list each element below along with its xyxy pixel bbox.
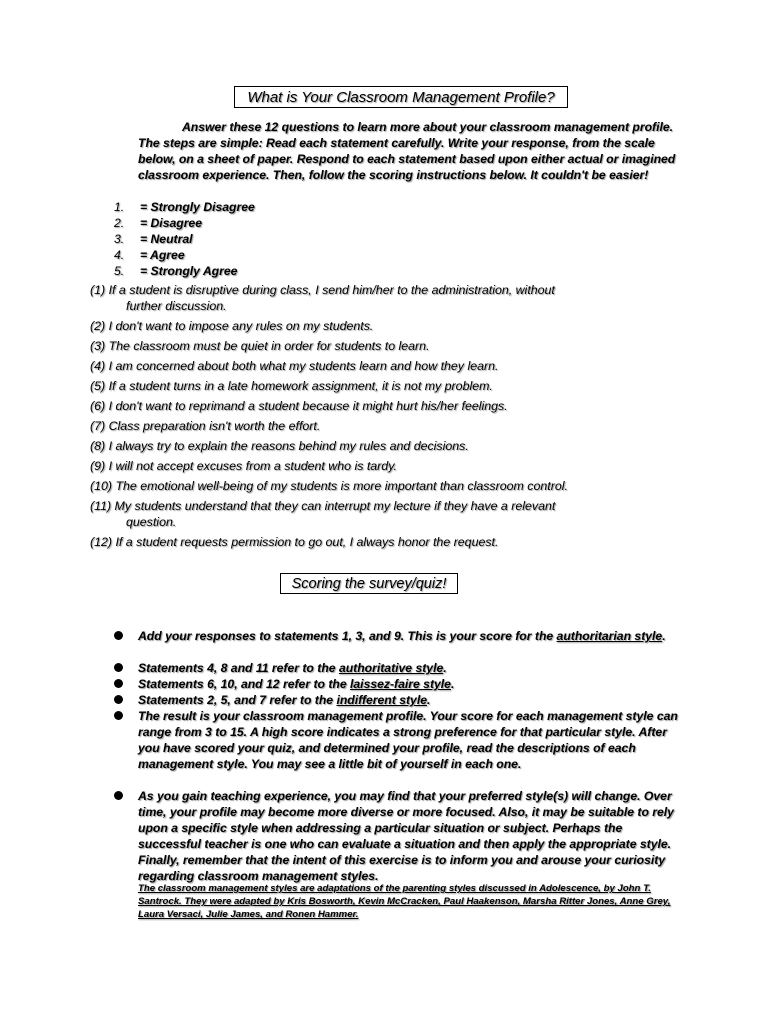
scale-number: 4.	[114, 248, 125, 262]
question-item	[90, 338, 670, 354]
bullet-text: As you gain teaching experience, you may find that your preferred style(s) will change. Over time, your profile may become more diverse or more focused. Also, it may be suitable to rely upon a specific style when addressing a particular situation or subject. Perhaps the successful teacher is one who can evaluate a situation and then apply the appropriate style. Finally, remember that the intent of this exercise is to inform you and arouse your curiosity regarding classroom management styles.	[138, 789, 674, 883]
page-title: What is Your Classroom Management Profile?	[234, 86, 568, 108]
scale-number: 2.	[114, 216, 125, 230]
bullet-item	[112, 676, 682, 692]
scale-label: = Disagree	[140, 216, 202, 230]
bullet-icon	[114, 711, 123, 720]
question-item	[90, 318, 670, 334]
style-name: authoritarian style	[556, 629, 663, 643]
question-text: (5) If a student turns in a late homework assignment, it is not my problem.	[90, 379, 493, 393]
question-text-continued: further discussion.	[126, 299, 227, 313]
bullet-item	[112, 628, 682, 644]
bullet-icon	[114, 791, 123, 800]
scale-item	[114, 231, 255, 247]
scale-number: 1.	[114, 200, 125, 214]
bullet-text: Statements 2, 5, and 7 refer to the	[138, 693, 337, 707]
question-text: (11) My students understand that they can interrupt my lecture if they have a relevant	[90, 499, 556, 513]
bullet-icon	[114, 663, 123, 672]
scale-item	[114, 263, 255, 279]
scale-item	[114, 215, 255, 231]
question-item	[90, 282, 670, 314]
scale-item	[114, 247, 255, 263]
question-text: (6) I don't want to reprimand a student because it might hurt his/her feelings.	[90, 399, 508, 413]
question-text: (2) I don't want to impose any rules on my students.	[90, 319, 374, 333]
footnote: The classroom management styles are adaptations of the parenting styles discussed in Adolescence, by John T. Santrock. They were adapted by Kris Bosworth, Kevin McCracken, Paul Haakenson, Marsha Ritter Jones, Anne Grey, Laura Versaci, Julie James, and Ronen Hammer.	[138, 883, 671, 920]
question-item	[90, 534, 670, 550]
question-item	[90, 378, 670, 394]
scale-label: = Strongly Disagree	[140, 200, 255, 214]
question-item	[90, 458, 670, 474]
bullet-item	[112, 708, 682, 772]
scale-label: = Strongly Agree	[140, 264, 238, 278]
question-item	[90, 478, 670, 494]
bullet-punct: .	[662, 629, 666, 643]
bullet-punct: .	[450, 677, 455, 691]
bullet-punct: .	[443, 661, 447, 675]
intro-text: Answer these 12 questions to learn more about your classroom management profile. The steps are simple: Read each statement carefully. Write your response, from the scale below, on a sheet of paper. Respond to each statement based upon either actual or imagined classroom experience. Then, follow the scoring instructions below. It couldn't be easier!	[138, 120, 676, 182]
bullet-item	[112, 788, 682, 884]
question-item	[90, 498, 670, 530]
question-text: (3) The classroom must be quiet in order for students to learn.	[90, 339, 430, 353]
question-text: (9) I will not accept excuses from a student who is tardy.	[90, 459, 397, 473]
style-name: indifferent style	[336, 693, 427, 707]
scoring-title: Scoring the survey/quiz!	[280, 573, 458, 594]
bullet-icon	[114, 631, 123, 640]
scale-label: = Neutral	[140, 232, 193, 246]
question-item	[90, 358, 670, 374]
question-text: (10) The emotional well-being of my students is more important than classroom control.	[90, 479, 568, 493]
question-item	[90, 438, 670, 454]
question-text: (7) Class preparation isn't worth the effort.	[90, 419, 321, 433]
bullet-icon	[114, 679, 123, 688]
bullet-text: Add your responses to statements 1, 3, and 9. This is your score for the	[138, 629, 557, 643]
scale-number: 5.	[114, 264, 125, 278]
question-text: (12) If a student requests permission to go out, I always honor the request.	[90, 535, 499, 549]
scale-label: = Agree	[140, 248, 185, 262]
bullet-item	[112, 660, 682, 676]
style-name: laissez-faire style	[350, 677, 451, 691]
response-scale	[114, 199, 255, 279]
bullet-text: Statements 4, 8 and 11 refer to the	[138, 661, 339, 675]
question-item	[90, 418, 670, 434]
question-item	[90, 398, 670, 414]
style-name: authoritative style	[338, 661, 444, 675]
question-text: (8) I always try to explain the reasons behind my rules and decisions.	[90, 439, 469, 453]
question-text: (4) I am concerned about both what my students learn and how they learn.	[90, 359, 499, 373]
scale-number: 3.	[114, 232, 125, 246]
bullet-text: Statements 6, 10, and 12 refer to the	[138, 677, 351, 691]
bullet-item	[112, 692, 682, 708]
scale-item	[114, 199, 255, 215]
intro-paragraph	[138, 119, 678, 183]
bullet-punct: .	[426, 693, 431, 707]
question-text: (1) If a student is disruptive during class, I send him/her to the administration, without	[90, 283, 555, 297]
bullet-icon	[114, 695, 123, 704]
bullet-text: The result is your classroom management profile. Your score for each management style can range from 3 to 15. A high score indicates a strong preference for that particular style. After you have scored your quiz, and determined your profile, read the descriptions of each management style. You may see a little bit of yourself in each one.	[138, 709, 678, 771]
question-text-continued: question.	[126, 515, 177, 529]
